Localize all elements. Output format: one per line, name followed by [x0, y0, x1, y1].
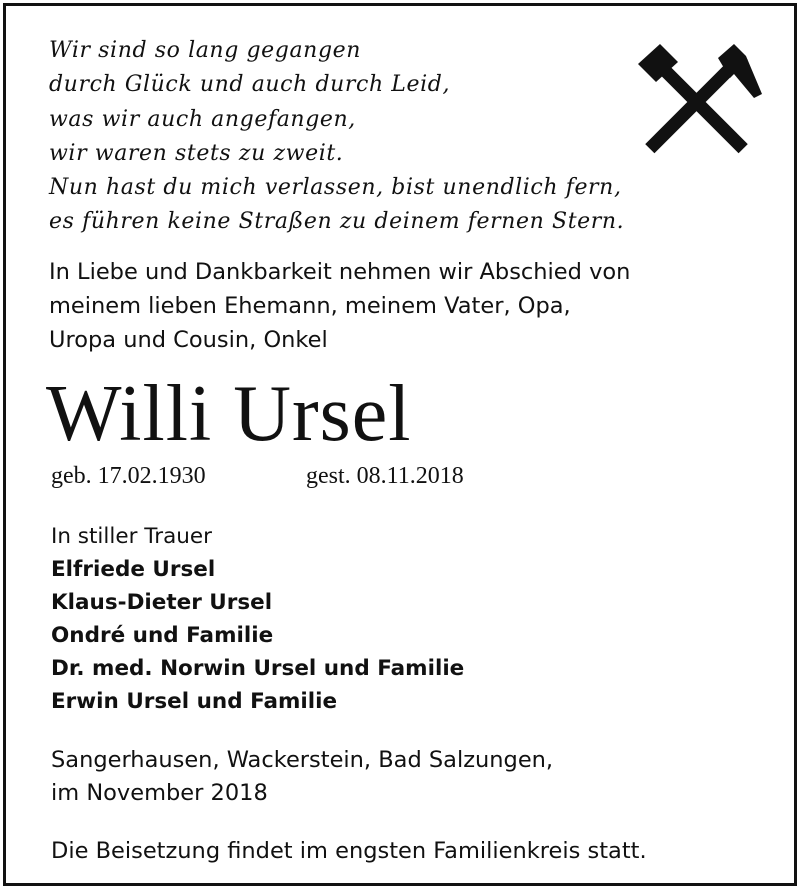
poem-line: Nun hast du mich verlassen, bist unendlich fern, — [49, 175, 622, 201]
poem-line: wir waren stets zu zweit. — [49, 140, 344, 166]
mourner-name: Elfriede Ursel — [51, 557, 216, 582]
burial-note: Die Beisetzung findet im engsten Familienkreis statt. — [51, 838, 647, 864]
mourner-name: Klaus-Dieter Ursel — [51, 590, 273, 615]
hammer-and-pick-icon — [634, 44, 762, 158]
mourners-heading: In stiller Trauer — [51, 524, 212, 549]
intro-line: In Liebe und Dankbarkeit nehmen wir Abschied von — [49, 259, 631, 285]
mourner-name: Erwin Ursel und Familie — [51, 689, 338, 714]
birth-date: geb. 17.02.1930 — [51, 463, 206, 489]
mourners-list — [51, 520, 464, 718]
mourner-name: Ondré und Familie — [51, 623, 274, 648]
poem — [49, 34, 624, 240]
poem-line: es führen keine Straßen zu deinem fernen Stern. — [49, 209, 625, 235]
intro-line: meinem lieben Ehemann, meinem Vater, Opa, — [49, 293, 571, 319]
mourner-name: Dr. med. Norwin Ursel und Familie — [51, 656, 465, 681]
life-dates — [51, 461, 464, 491]
poem-line: was wir auch angefangen, — [49, 106, 356, 132]
place-and-date — [51, 744, 553, 810]
death-date: gest. 08.11.2018 — [306, 463, 464, 489]
place-line: Sangerhausen, Wackerstein, Bad Salzungen, — [51, 747, 554, 773]
poem-line: durch Glück und auch durch Leid, — [49, 72, 451, 98]
intro-line: Uropa und Cousin, Onkel — [49, 327, 328, 353]
poem-line: Wir sind so lang gegangen — [49, 38, 362, 63]
place-line: im November 2018 — [51, 780, 268, 806]
obituary-frame — [3, 3, 797, 886]
deceased-name: Willi Ursel — [46, 370, 412, 458]
intro-text — [49, 255, 630, 357]
